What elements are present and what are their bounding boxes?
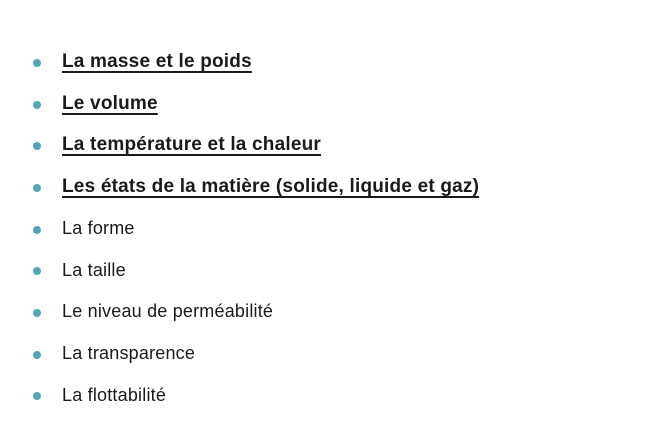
list-item: [0, 249, 656, 291]
bullet-icon: [33, 351, 41, 359]
list-item-label: La masse et le poids: [62, 50, 252, 72]
list-item: [0, 41, 656, 83]
list-item-label: La forme: [62, 218, 135, 239]
bullet-icon: [33, 392, 41, 400]
bullet-icon: [33, 101, 41, 109]
list-item-label: Les états de la matière (solide, liquide et gaz): [62, 175, 480, 197]
bullet-icon: [33, 184, 41, 192]
bullet-icon: [33, 59, 41, 67]
bullet-icon: [33, 226, 41, 234]
bullet-icon: [33, 309, 41, 317]
list-item: [0, 83, 656, 125]
list-item: [0, 291, 656, 333]
properties-bullet-list: [0, 41, 656, 416]
list-item-label: Le niveau de perméabilité: [62, 301, 274, 322]
list-item-label: Le volume: [62, 92, 158, 114]
list-item-label: La température et la chaleur: [62, 134, 322, 156]
list-item: [0, 166, 656, 208]
list-item: [0, 208, 656, 250]
list-item: [0, 333, 656, 375]
list-item-label: La flottabilité: [62, 384, 167, 405]
list-item: [0, 124, 656, 166]
bullet-icon: [33, 267, 41, 275]
bullet-icon: [33, 142, 41, 150]
list-item-label: La transparence: [62, 343, 196, 364]
list-item: [0, 375, 656, 417]
list-item-label: La taille: [62, 259, 126, 280]
